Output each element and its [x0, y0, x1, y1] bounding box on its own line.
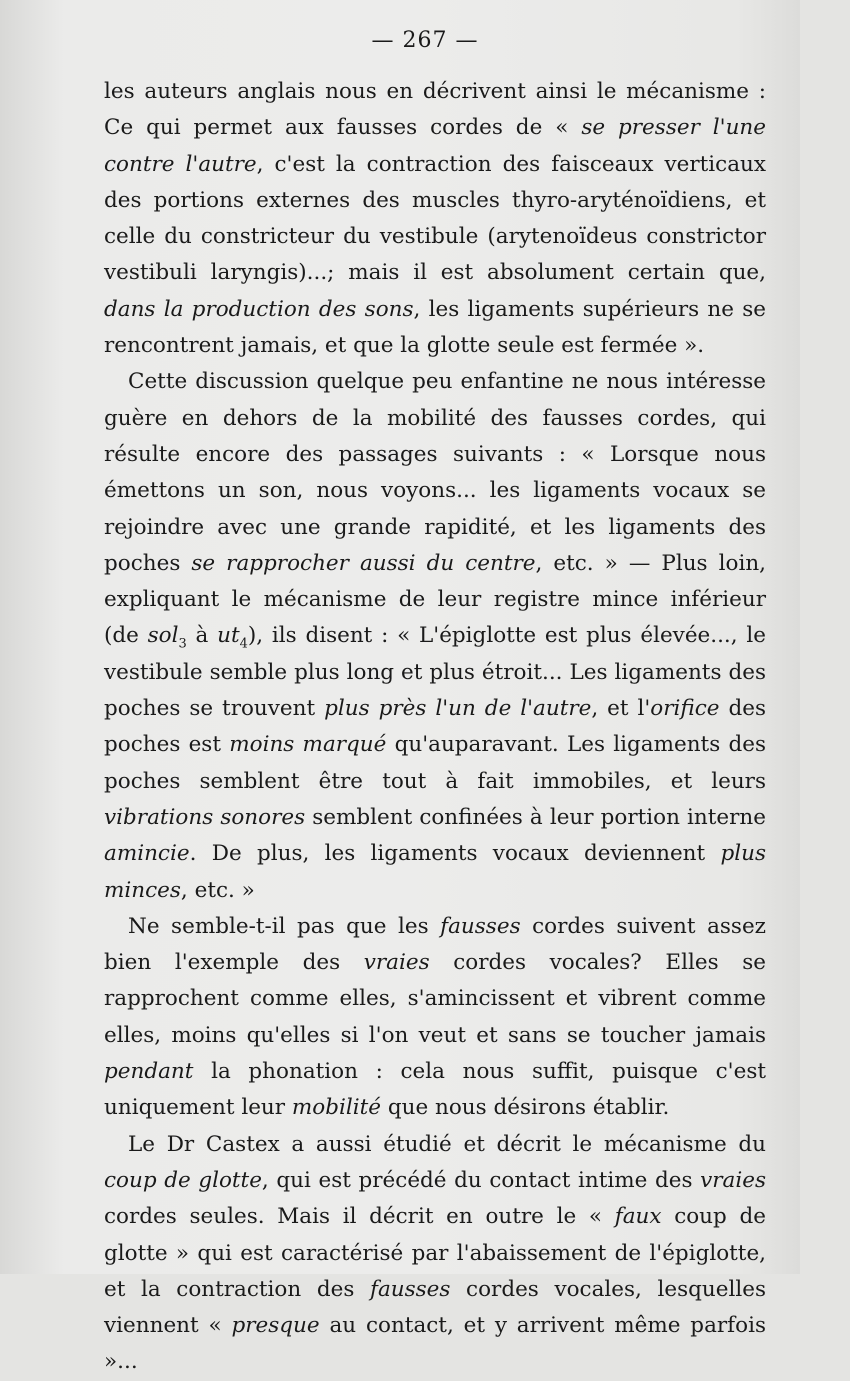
italic-text: orifice [650, 696, 720, 722]
italic-text: ut [217, 623, 240, 649]
text-run: cordes seules. Mais il décrit en outre le « [104, 1204, 615, 1230]
text-run: la phonation : cela nous suffit, puisque c'est uniquement leur [104, 1059, 766, 1121]
text-run: les auteurs anglais nous en décrivent ainsi le mécanisme : Ce qui permet aux fausses cordes de « [104, 79, 766, 141]
text-run: cordes vocales? Elles se rapprochent comme elles, s'amincissent et vibrent comme elles, moins qu'elles si l'on veut et sans se toucher jamais [104, 950, 766, 1048]
subscript: 3 [178, 636, 187, 652]
italic-text: se rapprocher aussi du centre [191, 550, 536, 576]
italic-text: moins marqué [229, 732, 387, 758]
italic-text: amincie [104, 841, 190, 867]
italic-text: se presser l'une contre l'autre [104, 115, 766, 177]
text-run: ), ils disent : « L'épiglotte est plus élevée..., le vestibule semble plus long et plus étroit... Les ligaments des poches se trouvent [104, 623, 766, 722]
text-run: des poches est [104, 696, 766, 758]
text-run: , etc. » — Plus loin, expliquant le mécanisme de leur registre mince inférieur (de [104, 550, 766, 649]
subscript: 4 [239, 636, 248, 652]
body-text [104, 74, 766, 1381]
text-run: , et l' [591, 696, 651, 722]
italic-text: coup de glotte [104, 1167, 262, 1193]
italic-text: dans la production des sons [104, 296, 414, 322]
page-number: — 267 — [371, 28, 479, 53]
paragraph-4 [104, 1127, 766, 1381]
text-run: Ne semble-t-il pas que les [128, 913, 441, 939]
text-run: qu'auparavant. Les ligaments des poches semblent être tout à fait immobiles, et leurs [104, 732, 766, 794]
italic-text: vibrations sonores [104, 804, 306, 830]
text-run: que nous désirons établir. [381, 1095, 670, 1121]
text-run: , qui est précédé du contact intime des [261, 1167, 701, 1193]
italic-text: fausses [440, 913, 521, 939]
italic-text: fausses [369, 1276, 451, 1302]
text-run: Cette discussion quelque peu enfantine ne nous intéresse guère en dehors de la mobilité des fausses cordes, qui résulte encore des passages suivants : « Lorsque nous émettons un son, nous voyons... les ligaments vocaux se rejoindre avec une grande rapidité, et les ligaments des poches [104, 369, 766, 576]
italic-text: vraies [700, 1167, 766, 1193]
text-run: , c'est la contraction des faisceaux verticaux des portions externes des muscles thyro-aryténoïdiens, et celle du constricteur du vestibule (arytenoïdeus constrictor vestibuli laryngis)...; mais il est absolument certain que, [104, 151, 766, 286]
italic-text: sol [147, 623, 179, 649]
italic-text: faux [614, 1204, 662, 1230]
text-run: coup de glotte » qui est caractérisé par l'abaissement de l'épiglotte, et la contraction des [104, 1204, 766, 1302]
text-run: au contact, et y arrivent même parfois »... [104, 1313, 766, 1375]
paragraph-1 [104, 74, 766, 364]
text-run: cordes vocales, lesquelles viennent « [104, 1276, 766, 1339]
text-run: cordes suivent assez bien l'exemple des [104, 913, 767, 976]
paragraph-3 [104, 909, 766, 1127]
text-run: semblent confinées à leur portion interne [305, 804, 766, 830]
text-run: Le Dr Castex a aussi étudié et décrit le mécanisme du [128, 1131, 766, 1157]
text-run: . De plus, les ligaments vocaux deviennent [189, 841, 721, 867]
italic-text: plus près l'un de l'autre [324, 696, 592, 722]
paragraph-2 [104, 364, 766, 908]
text-run: , etc. » [180, 877, 255, 903]
italic-text: presque [231, 1313, 320, 1339]
italic-text: vraies [363, 950, 430, 976]
italic-text: mobilité [291, 1095, 381, 1121]
text-run: , les ligaments supérieurs ne se rencontrent jamais, et que la glotte seule est fermée ». [104, 296, 766, 359]
italic-text: pendant [104, 1059, 194, 1085]
text-run: à [186, 623, 218, 649]
italic-text: plus minces [104, 841, 766, 903]
